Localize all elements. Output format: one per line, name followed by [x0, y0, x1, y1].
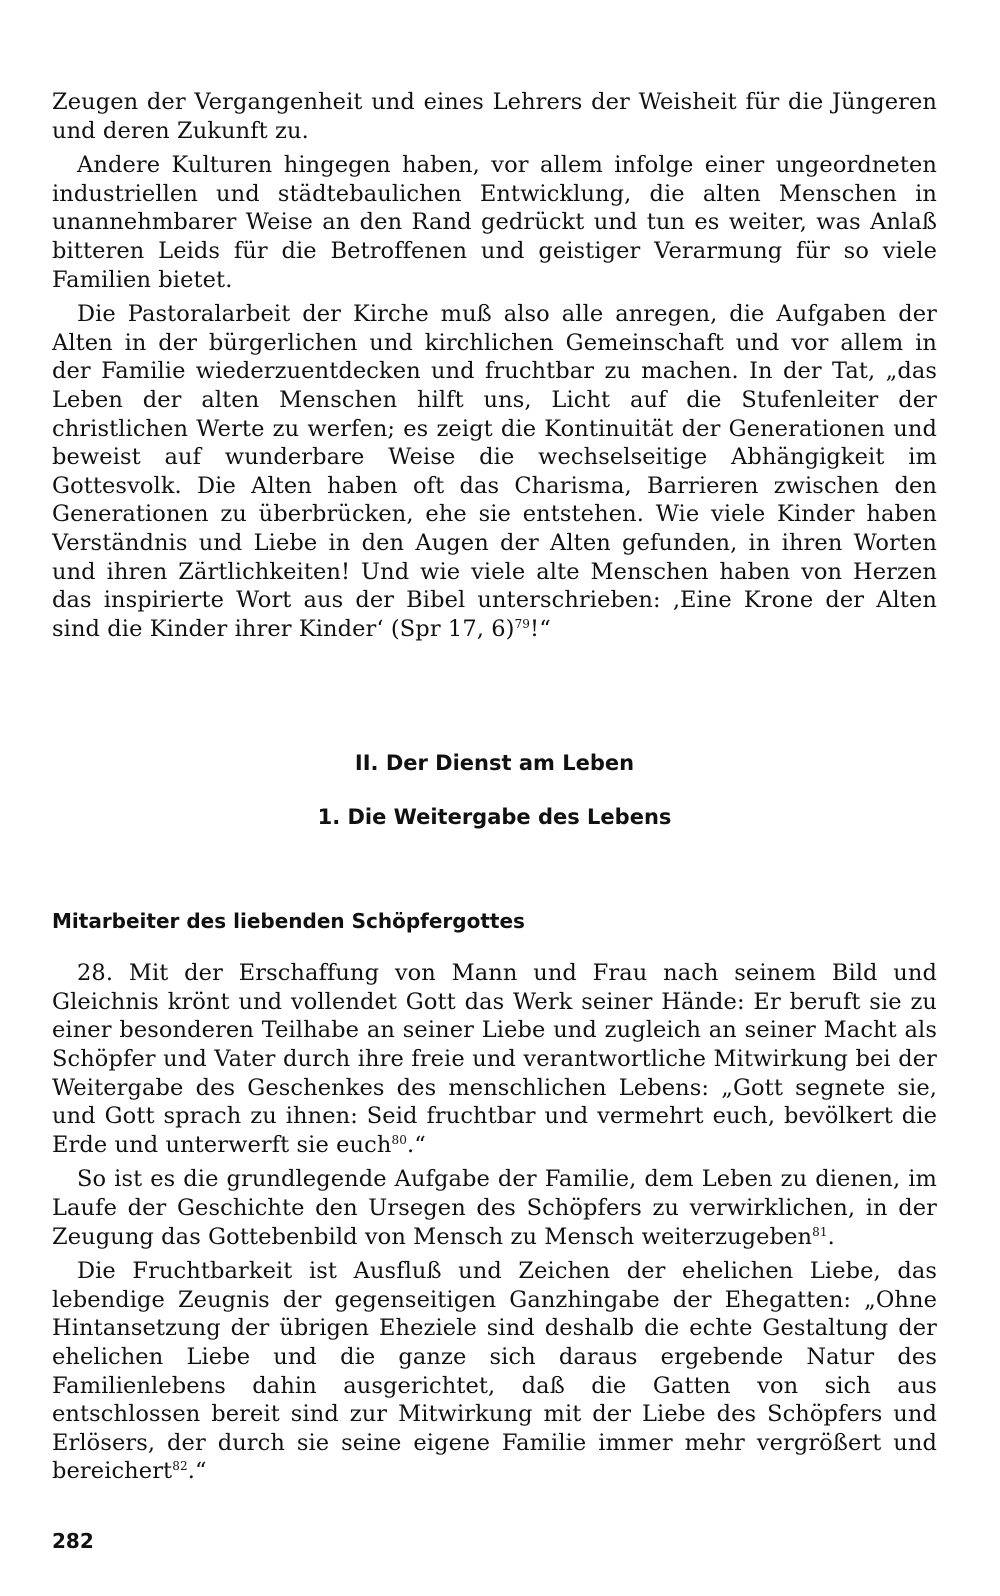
paragraph-text: Andere Kulturen hingegen haben, vor allem infolge einer ungeordneten industriellen und städtebaulichen Entwicklung, die alten Menschen in unannehmbarer Weise an den Rand gedrückt und tun es weiter, was Anlaß bitteren Leids für die Betroffenen und geistiger Verarmung für so viele Familien bietet.: [52, 152, 937, 293]
chapter-heading: 1. Die Weitergabe des Lebens: [317, 805, 672, 830]
page-body: [52, 88, 937, 1492]
paragraph-other-cultures: [52, 151, 937, 294]
paragraph-tail: .“: [406, 1131, 426, 1158]
paragraph-tail: !“: [530, 615, 551, 642]
paragraph-tail: .“: [187, 1458, 207, 1485]
paragraph-text: 28. Mit der Erschaffung von Mann und Frau nach seinem Bild und Gleichnis krönt und vollendet Gott das Werk seiner Hände: Er beruft sie zu einer besonderen Teilhabe an seiner Liebe und zugleich an seiner Macht als Schöpfer und Vater durch ihre freie und verantwortliche Mitwirkung bei der Weitergabe des Geschenkes des menschlichen Lebens: „Gott segnete sie, und Gott sprach zu ihnen: Seid fruchtbar und vermehrt euch, bevölkert die Erde und unterwerft sie euch: [52, 960, 937, 1158]
footnote-ref-80: 80: [391, 1132, 407, 1147]
paragraph-text: Die Pastoralarbeit der Kirche muß also alle anregen, die Aufgaben der Alten in der bürgerlichen und kirchlichen Gemeinschaft und vor allem in der Familie wiederzuentdecken und fruchtbar zu machen. In der Tat, „das Leben der alten Menschen hilft uns, Licht auf die Stufenleiter der christlichen Werte zu werfen; es zeigt die Kontinuität der Generationen und beweist auf wunderbare Weise die wechselseitige Abhängigkeit im Gottesvolk. Die Alten haben oft das Charisma, Barrieren zwischen den Generationen zu überbrücken, ehe sie entstehen. Wie viele Kinder haben Verständnis und Liebe in den Augen der Alten gefunden, in ihren Worten und ihren Zärtlichkeiten! Und wie viele alte Menschen haben von Herzen das inspirierte Wort aus der Bibel unterschrieben: ‚Eine Krone der Alten sind die Kinder ihrer Kinder‘ (Spr 17, 6): [52, 301, 937, 642]
paragraph-text: Die Fruchtbarkeit ist Ausfluß und Zeichen der ehelichen Liebe, das lebendige Zeugnis der gegenseitigen Ganzhingabe der Ehegatten: „Ohne Hintansetzung der übrigen Eheziele sind deshalb die echte Gestaltung der ehelichen Liebe und die ganze sich daraus ergebende Natur des Familienlebens dahin ausgerichtet, daß die Gatten von sich aus entschlossen bereit sind zur Mitwirkung mit der Liebe des Schöpfers und Erlösers, der durch sie seine eigene Familie immer mehr vergrößert und bereichert: [52, 1258, 937, 1485]
paragraph-text: So ist es die grundlegende Aufgabe der Familie, dem Leben zu dienen, im Laufe der Geschichte den Ursegen des Schöpfers zu verwirklichen, in der Zeugung das Gottebenbild von Mensch zu Mensch weiterzugeben: [52, 1166, 937, 1250]
paragraph-pastoral-work: [52, 300, 937, 643]
footnote-ref-81: 81: [812, 1224, 828, 1239]
paragraph-family-task: [52, 1165, 937, 1251]
section-subheading: Mitarbeiter des liebenden Schöpfergottes: [52, 909, 525, 934]
paragraph-continuation: [52, 88, 937, 145]
part-heading: II. Der Dienst am Leben: [354, 751, 635, 776]
section-spacer: [52, 831, 937, 907]
paragraph-fruitfulness: [52, 1257, 937, 1486]
paragraph-text: Zeugen der Vergangenheit und eines Lehrers der Weisheit für die Jüngeren und deren Zukunft zu.: [52, 89, 937, 144]
footnote-ref-79: 79: [514, 616, 531, 631]
page-number: 282: [52, 1529, 94, 1553]
paragraph-28: [52, 959, 937, 1159]
paragraph-tail: .: [827, 1223, 835, 1250]
footnote-ref-82: 82: [172, 1459, 188, 1474]
section-spacer: [52, 649, 937, 749]
